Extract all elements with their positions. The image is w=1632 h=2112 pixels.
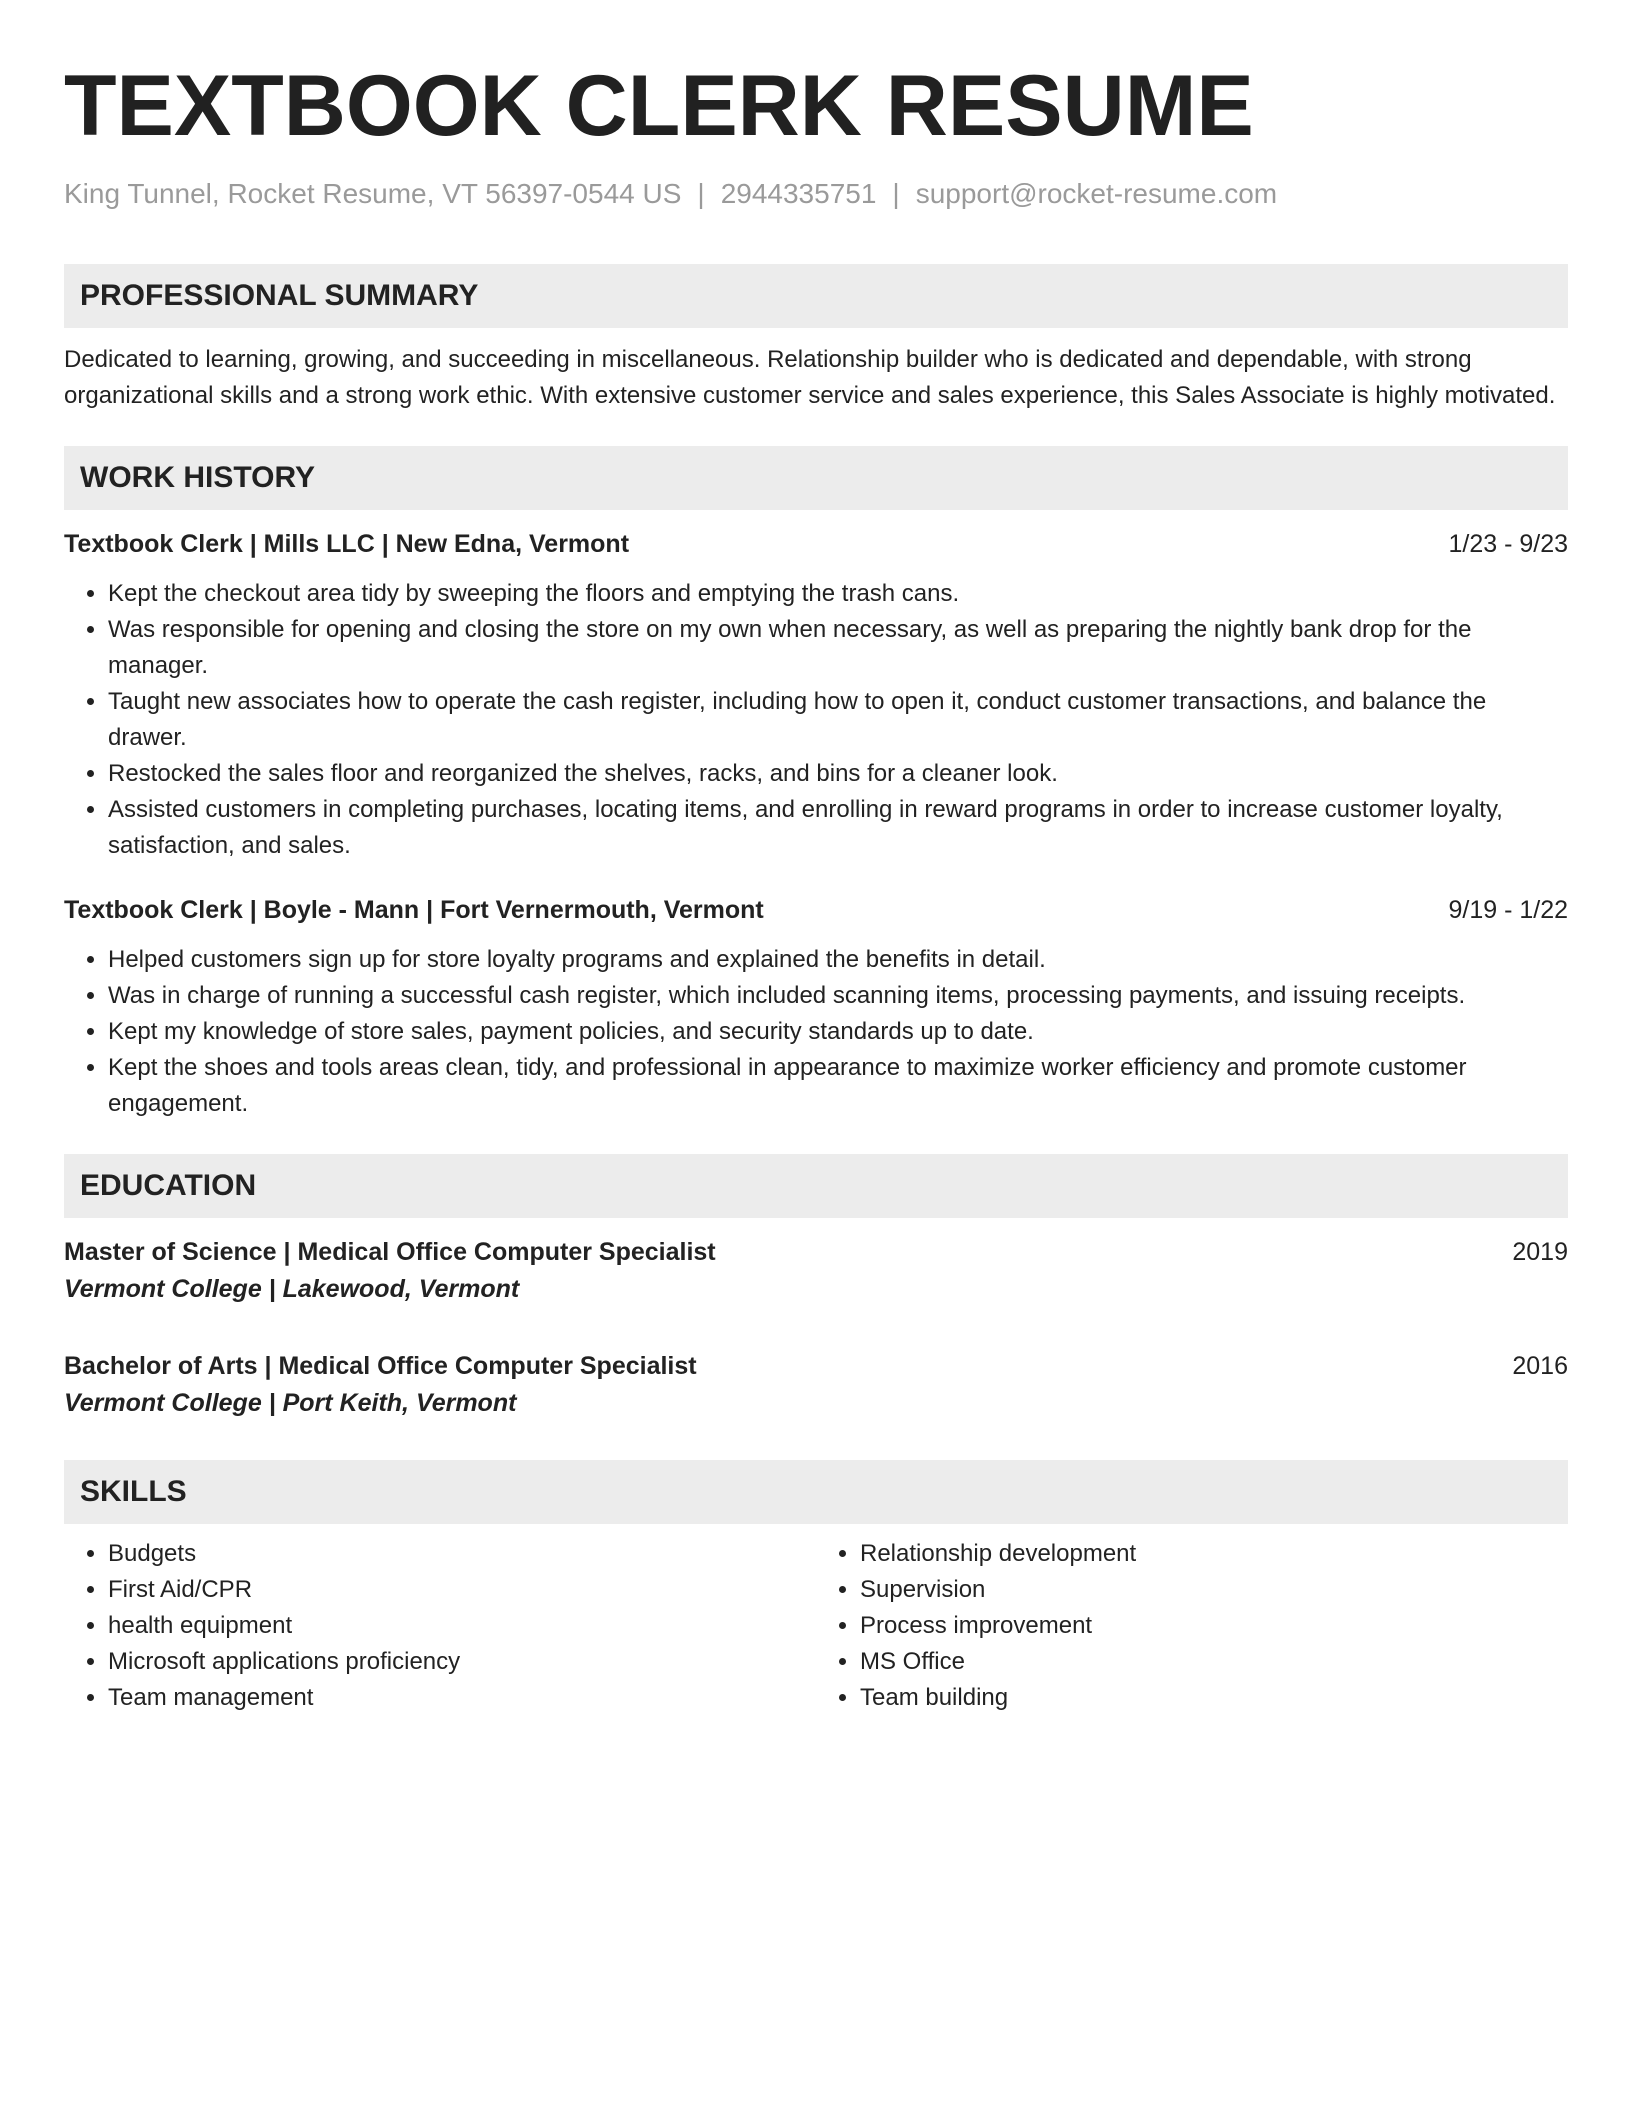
section-header-skills: SKILLS (64, 1460, 1568, 1524)
job-bullets (64, 576, 1568, 864)
job-dates: 9/19 - 1/22 (1448, 896, 1568, 924)
contact-address: King Tunnel, Rocket Resume, VT 56397-0544 US (64, 178, 682, 209)
job-dates: 1/23 - 9/23 (1448, 530, 1568, 558)
resume-title: TEXTBOOK CLERK RESUME (64, 58, 1254, 154)
skill-item: • Supervision (860, 1572, 1568, 1608)
skill-item: • Team building (860, 1680, 1568, 1716)
contact-separator: | (697, 178, 705, 209)
summary-text: Dedicated to learning, growing, and succeeding in miscellaneous. Relationship builder who is dedicated and dependable, with strong organizational skills and a strong work ethic. With extensive customer service and sales experience, this Sales Associate is highly motivated. (64, 346, 1556, 409)
job-bullet: • Kept the checkout area tidy by sweeping the floors and emptying the trash cans. (108, 576, 1568, 612)
job-entry (64, 892, 1568, 1122)
skill-item: • Microsoft applications proficiency (108, 1644, 816, 1680)
contact-email: support@rocket-resume.com (915, 178, 1278, 209)
education-degree: Master of Science | Medical Office Computer Specialist (64, 1238, 716, 1266)
skills-bullets (64, 1536, 816, 1716)
contact-line (64, 176, 1568, 212)
job-header (64, 892, 1568, 928)
job-bullet: • Restocked the sales floor and reorganized the shelves, racks, and bins for a cleaner look. (108, 756, 1568, 792)
skill-item: • Process improvement (860, 1608, 1568, 1644)
job-bullet: • Was responsible for opening and closing the store on my own when necessary, as well as preparing the nightly bank drop for the manager. (108, 612, 1568, 684)
education-year: 2016 (1512, 1352, 1568, 1380)
job-bullet: • Helped customers sign up for store loyalty programs and explained the benefits in detail. (108, 942, 1568, 978)
section-header-work-history: WORK HISTORY (64, 446, 1568, 510)
education-degree: Bachelor of Arts | Medical Office Computer Specialist (64, 1352, 697, 1380)
job-bullet: • Was in charge of running a successful cash register, which included scanning items, processing payments, and issuing receipts. (108, 978, 1568, 1014)
education-year: 2019 (1512, 1238, 1568, 1266)
skill-item: • Budgets (108, 1536, 816, 1572)
skill-item: • MS Office (860, 1644, 1568, 1680)
section-header-education: EDUCATION (64, 1154, 1568, 1218)
contact-separator: | (892, 178, 900, 209)
skills-column-left (64, 1536, 816, 1716)
skill-item: • Team management (108, 1680, 816, 1716)
job-entry (64, 526, 1568, 864)
job-bullets (64, 942, 1568, 1122)
contact-phone: 2944335751 (720, 178, 877, 209)
job-bullet: • Taught new associates how to operate the cash register, including how to open it, conduct customer transactions, and balance the drawer. (108, 684, 1568, 756)
job-title: Textbook Clerk | Mills LLC | New Edna, Vermont (64, 530, 630, 558)
job-header (64, 526, 1568, 562)
education-header (64, 1348, 1568, 1384)
education-school: Vermont College | Port Keith, Vermont (64, 1389, 517, 1417)
skill-item: • health equipment (108, 1608, 816, 1644)
job-title: Textbook Clerk | Boyle - Mann | Fort Vernermouth, Vermont (64, 896, 764, 924)
skills-column-right (816, 1536, 1568, 1716)
job-bullet: • Kept my knowledge of store sales, payment policies, and security standards up to date. (108, 1014, 1568, 1050)
section-header-summary: PROFESSIONAL SUMMARY (64, 264, 1568, 328)
education-header (64, 1234, 1568, 1270)
education-school: Vermont College | Lakewood, Vermont (64, 1275, 520, 1303)
education-entry (64, 1234, 1568, 1308)
skills-bullets (816, 1536, 1568, 1716)
job-bullet: • Assisted customers in completing purchases, locating items, and enrolling in reward programs in order to increase customer loyalty, satisfaction, and sales. (108, 792, 1568, 864)
skills-list (64, 1536, 1568, 1716)
job-bullet: • Kept the shoes and tools areas clean, tidy, and professional in appearance to maximize worker efficiency and promote customer engagement. (108, 1050, 1568, 1122)
education-entry (64, 1348, 1568, 1422)
skill-item: • Relationship development (860, 1536, 1568, 1572)
skill-item: • First Aid/CPR (108, 1572, 816, 1608)
